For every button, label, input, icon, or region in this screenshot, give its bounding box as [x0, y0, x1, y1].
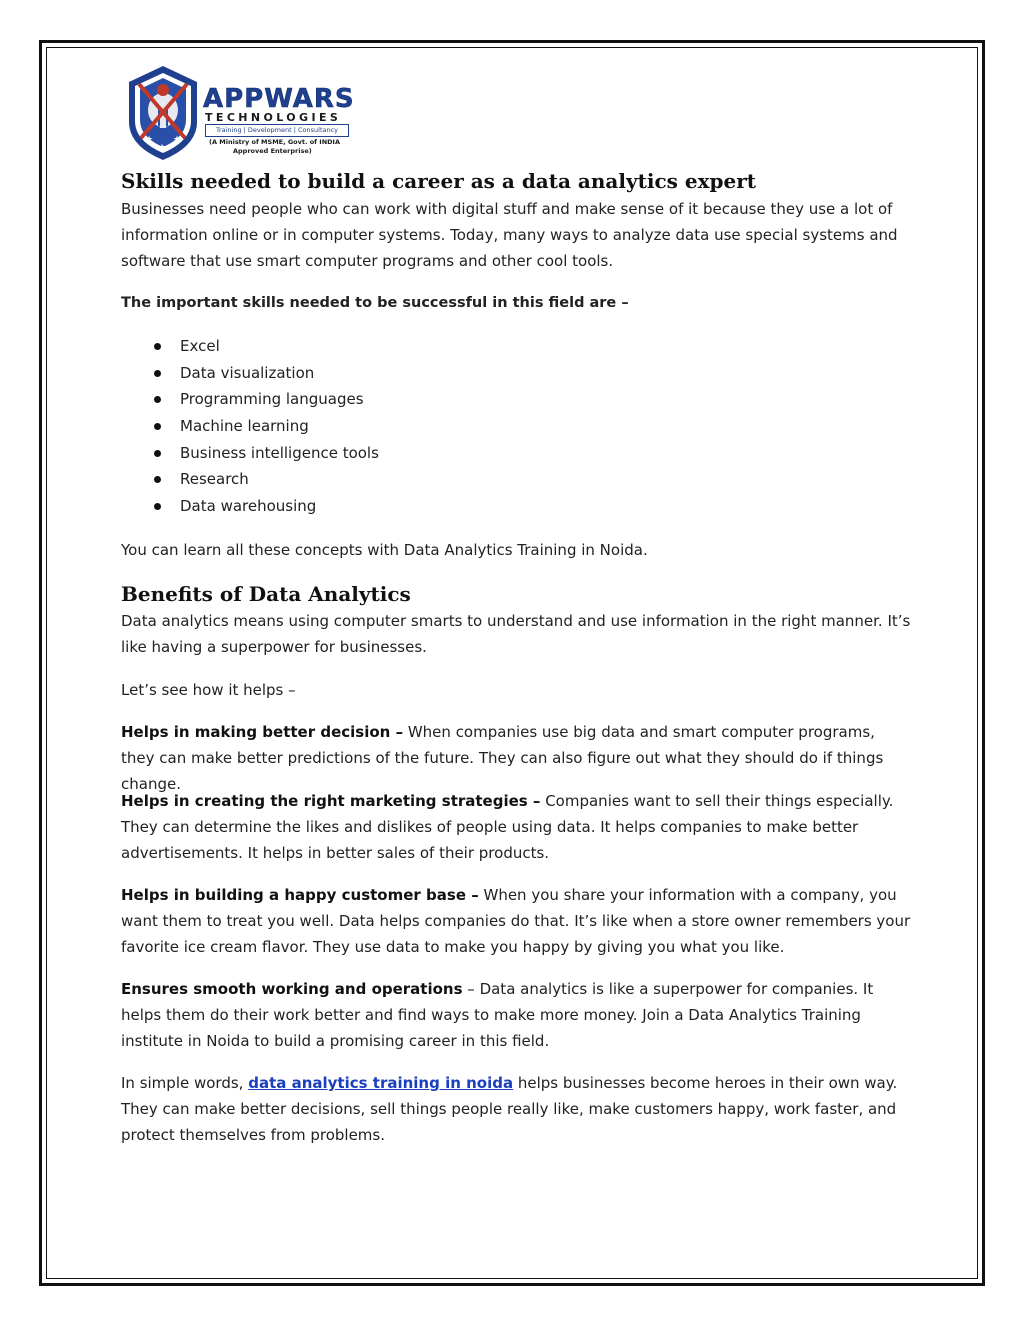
list-item-text: Excel: [180, 337, 220, 355]
logo-note-line2: Approved Enterprise): [233, 147, 312, 155]
benefit-paragraph: [121, 788, 911, 866]
bullet-icon: [154, 343, 161, 350]
benefit-text: When you share your information with a company, you want them to treat you well. Data helps companies do that. It’s like when a store owner remembers your favorite ice cream flavor. They use data to make you happy by giving you what you like.: [121, 886, 911, 956]
list-item-text: Data visualization: [180, 363, 315, 382]
conclusion-suffix: helps businesses become heroes in their own way. They can make better decisions, sell things people really like, make customers happy, work faster, and protect themselves from problems.: [121, 1074, 898, 1144]
benefit-heading: Helps in building a happy customer base –: [121, 886, 479, 904]
benefit-paragraph: [121, 882, 911, 960]
appwars-logo: [125, 64, 355, 164]
list-item-text: Machine learning: [180, 417, 309, 436]
logo-note-line1: (A Ministry of MSME, Govt. of INDIA: [209, 138, 340, 146]
benefit-paragraph: [121, 976, 911, 1054]
benefits-intro-paragraph: Data analytics means using computer smarts to understand and use information in the right manner. It’s like having a superpower for businesses.: [121, 612, 911, 656]
benefit-text: – Data analytics is like a superpower for companies. It helps them do their work better and find ways to make more money. Join a Data Analytics Training institute in Noida to build a promising career in this field.: [121, 980, 874, 1050]
benefits-lead-in: Let’s see how it helps –: [121, 681, 296, 699]
skills-list: [121, 333, 379, 520]
list-item-text: Research: [180, 470, 249, 489]
skills-intro-paragraph: Businesses need people who can work with digital stuff and make sense of it because they use a lot of information online or in computer systems. Today, many ways to analyze data use special systems and software that use smart computer programs and other cool tools.: [121, 200, 898, 270]
logo-subbrand: TECHNOLOGIES: [205, 111, 342, 124]
list-item: [121, 466, 379, 493]
list-item: [121, 386, 379, 413]
list-item: [121, 440, 379, 467]
benefit-heading: Helps in creating the right marketing strategies –: [121, 792, 541, 810]
benefit-heading: Ensures smooth working and operations: [121, 980, 463, 998]
list-item-text: Business intelligence tools: [180, 443, 379, 462]
svg-text:★: ★: [158, 143, 167, 153]
skills-heading: The important skills needed to be successful in this field are –: [121, 295, 629, 311]
conclusion-paragraph: [121, 1070, 911, 1148]
bullet-icon: [154, 503, 161, 510]
list-item: [121, 360, 379, 387]
list-item: [121, 493, 379, 520]
skills-outro-paragraph: You can learn all these concepts with Data Analytics Training in Noida.: [121, 541, 648, 559]
benefit-text: When companies use big data and smart computer programs, they can make better predictions of the future. They can also figure out what they should do if things change.: [121, 723, 884, 793]
benefit-text: Companies want to sell their things especially. They can determine the likes and dislikes of people using data. It helps companies to make better advertisements. It helps in better sales of their products.: [121, 792, 894, 862]
svg-text:★: ★: [173, 135, 182, 145]
bullet-icon: [154, 423, 161, 430]
logo-brand: APPWARS: [203, 84, 355, 114]
list-item-text: Data warehousing: [180, 497, 317, 516]
bullet-icon: [154, 450, 161, 457]
svg-text:★: ★: [145, 135, 154, 145]
section-title-skills: Skills needed to build a career as a data analytics expert: [121, 169, 756, 193]
benefit-heading: Helps in making better decision –: [121, 723, 404, 741]
bullet-icon: [154, 396, 161, 403]
conclusion-prefix: In simple words,: [121, 1074, 249, 1092]
bullet-icon: [154, 370, 161, 377]
list-item-text: Programming languages: [180, 390, 364, 409]
benefit-paragraph: [121, 719, 911, 797]
list-item: [121, 333, 379, 360]
bullet-icon: [154, 476, 161, 483]
section-title-benefits: Benefits of Data Analytics: [121, 582, 411, 606]
training-link[interactable]: data analytics training in noida: [248, 1074, 514, 1092]
list-item: [121, 413, 379, 440]
logo-tagline: Training | Development | Consultancy: [205, 124, 349, 137]
